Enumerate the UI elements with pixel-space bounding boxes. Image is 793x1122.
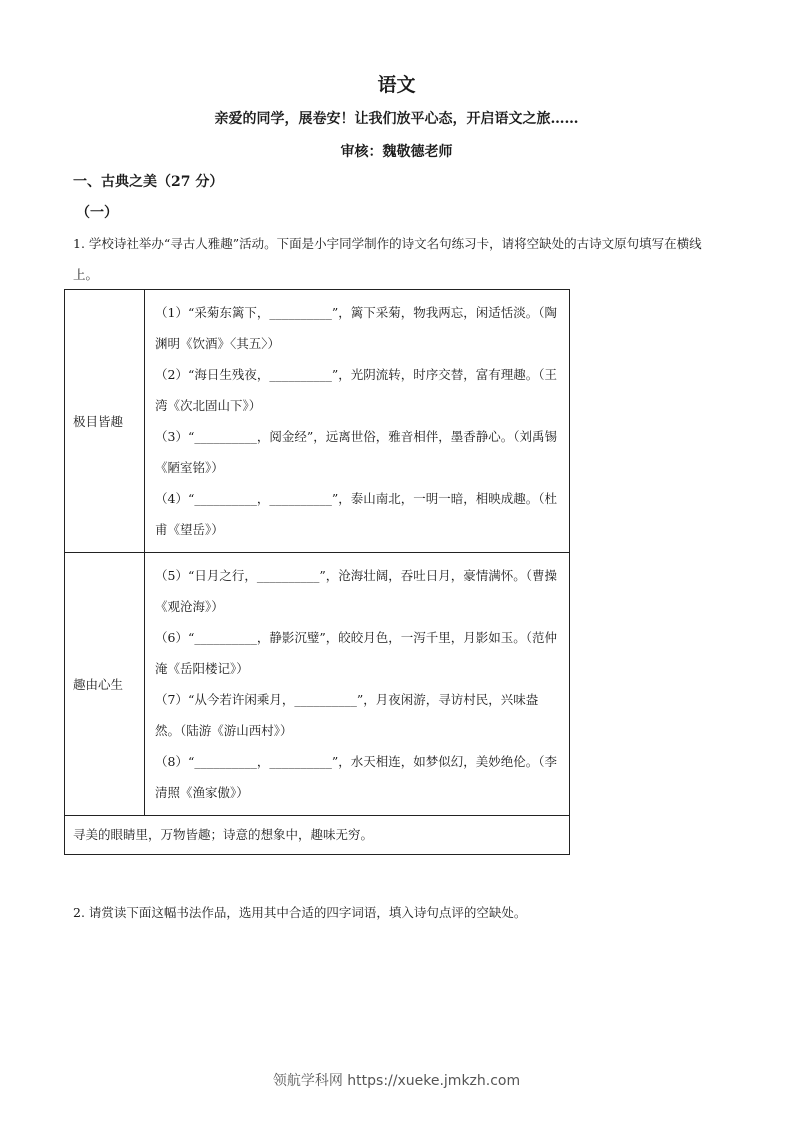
question-2-prompt: 2. 请赏读下面这幅书法作品，选用其中合适的四字词语，填入诗句点评的空缺处。 xyxy=(73,905,527,920)
category-cell: 趣由心生 xyxy=(65,553,145,816)
section-heading: 一、古典之美（27 分） xyxy=(73,174,224,190)
table-row xyxy=(65,290,570,553)
question-1-prompt: 1. 学校诗社举办“寻古人雅趣”活动。下面是小宇同学制作的诗文名句练习卡，请将空缺处的古诗文原句填写在横线上。 xyxy=(73,236,702,282)
page-title: 语文 xyxy=(377,74,416,96)
practice-item: （6）“__________，静影沉璧”，皎皎月色，一泻千里，月影如玉。（范仲淹《岳阳楼记》） xyxy=(155,630,557,676)
items-cell xyxy=(145,290,570,553)
subsection-heading: （一） xyxy=(76,205,118,221)
practice-item: （3）“__________，阅金经”，远离世俗，雅音相伴，墨香静心。（刘禹锡《陋室铭》） xyxy=(155,429,557,475)
footer-watermark: 领航学科网 https://xueke.jmkzh.com xyxy=(272,1073,521,1089)
practice-item: （2）“海日生残夜，__________”，光阴流转，时序交替，富有理趣。（王湾《次北固山下》） xyxy=(155,367,557,413)
practice-item: （4）“__________，__________”，泰山南北，一明一暗，相映成趣。（杜甫《望岳》） xyxy=(155,491,557,537)
practice-item: （8）“__________，__________”，水天相连，如梦似幻，美妙绝伦。（李清照《渔家傲》） xyxy=(155,754,557,800)
practice-item: （7）“从今若许闲乘月，__________”，月夜闲游，寻访村民，兴味盎然。（陆游《游山西村》） xyxy=(155,692,539,738)
page-subtitle: 亲爱的同学，展卷安！让我们放平心态，开启语文之旅…… xyxy=(214,111,579,127)
category-cell: 极目皆趣 xyxy=(65,290,145,553)
table-row xyxy=(65,553,570,816)
practice-item: （5）“日月之行，__________”，沧海壮阔，吞吐日月，豪情满怀。（曹操《观沧海》） xyxy=(155,568,557,614)
table-row xyxy=(65,816,570,855)
reviewer-line: 审核：魏敬德老师 xyxy=(340,144,453,160)
poetry-practice-table xyxy=(64,289,570,855)
items-cell xyxy=(145,553,570,816)
summary-cell: 寻美的眼睛里，万物皆趣；诗意的想象中，趣味无穷。 xyxy=(65,816,570,855)
practice-item: （1）“采菊东篱下，__________”，篱下采菊，物我两忘，闲适恬淡。（陶渊明《饮酒》〈其五〉） xyxy=(155,305,557,351)
